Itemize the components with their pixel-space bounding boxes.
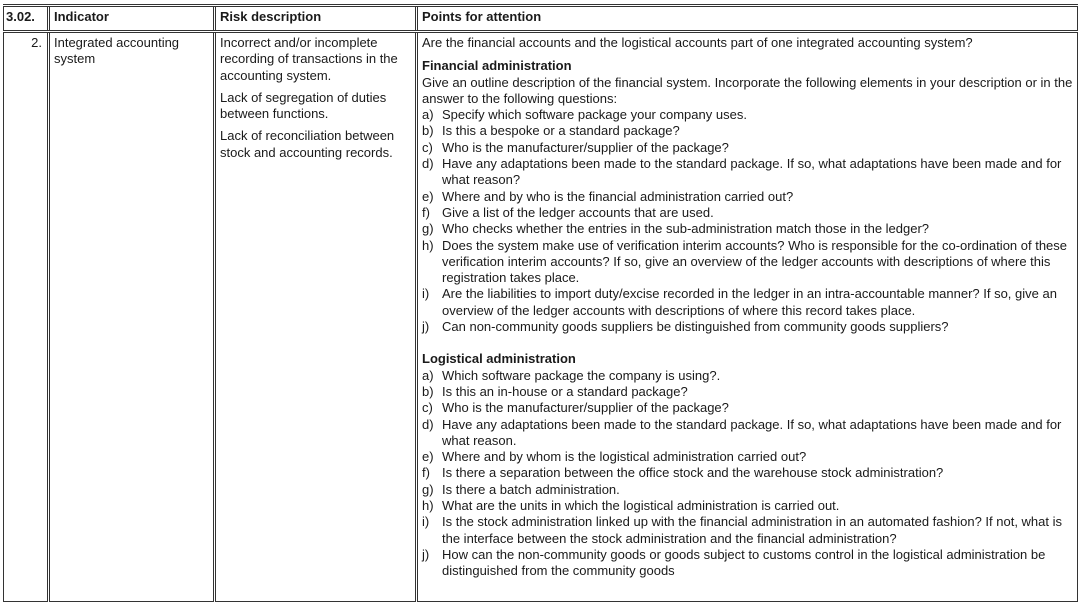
list-text: Who is the manufacturer/supplier of the package?	[442, 400, 729, 416]
list-item	[422, 107, 1073, 123]
list-letter: f)	[422, 204, 430, 220]
list-letter: f)	[422, 465, 430, 481]
list-letter: d)	[422, 156, 434, 172]
list-letter: g)	[422, 221, 434, 237]
header-risk-description: Risk description	[215, 6, 417, 32]
risk-item: Incorrect and/or incomplete recording of transactions in the accounting system.	[220, 35, 398, 83]
section-spacer	[422, 335, 1073, 351]
list-item	[422, 400, 1073, 416]
list-item	[422, 417, 1073, 450]
list-text: How can the non-community goods or goods subject to customs control in the logistical administration be distinguished from the community goods	[442, 546, 1046, 579]
list-text: Where and by who is the financial administration carried out?	[442, 188, 794, 204]
list-item	[422, 449, 1073, 465]
list-item	[422, 238, 1073, 287]
list-item	[422, 286, 1073, 319]
financial-question-list	[422, 107, 1073, 335]
list-text: Who is the manufacturer/supplier of the package?	[442, 139, 729, 155]
financial-section-intro: Give an outline description of the financial system. Incorporate the following elements in your description or in the answer to the following questions:	[422, 74, 1073, 106]
list-letter: i)	[422, 286, 430, 302]
list-letter: b)	[422, 123, 434, 139]
header-indicator: Indicator	[49, 6, 215, 32]
list-item	[422, 221, 1073, 237]
list-text: Who checks whether the entries in the sub-administration match those in the ledger?	[442, 221, 930, 237]
list-text: Is there a separation between the office stock and the warehouse stock administration?	[442, 465, 944, 481]
list-text: Is this a bespoke or a standard package?	[442, 123, 680, 139]
row-risk-description	[215, 32, 417, 602]
list-letter: c)	[422, 139, 433, 155]
points-intro: Are the financial accounts and the logistical accounts part of one integrated accounting system?	[422, 35, 973, 50]
risk-item: Lack of segregation of duties between functions.	[220, 89, 387, 122]
logistical-question-list	[422, 368, 1073, 580]
list-item	[422, 465, 1073, 481]
list-item	[422, 205, 1073, 221]
list-text: Are the liabilities to import duty/excise recorded in the ledger in an intra-accountable manner? If so, give an overview of the ledger accounts with descriptions of where this record takes place.	[442, 286, 1057, 318]
risk-table	[3, 4, 1078, 602]
list-letter: g)	[422, 481, 434, 497]
row-indicator: Integrated accounting system	[49, 32, 215, 602]
list-text: Which software package the company is using?.	[442, 367, 721, 383]
list-text: Is the stock administration linked up with the financial administration in an automated fashion? If not, what is the interface between the stock administration and the financial administration?	[442, 514, 1063, 546]
list-text: Give a list of the ledger accounts that are used.	[442, 204, 714, 220]
list-letter: e)	[422, 449, 434, 465]
header-section-number: 3.02.	[4, 6, 49, 32]
list-item	[422, 189, 1073, 205]
list-item	[422, 498, 1073, 514]
header-points-for-attention: Points for attention	[417, 6, 1078, 32]
list-text: Have any adaptations been made to the standard package. If so, what adaptations have been made and for what reason?	[442, 156, 1062, 188]
list-text: Is there a batch administration.	[442, 481, 620, 497]
table-header-row	[4, 6, 1078, 32]
list-item	[422, 123, 1073, 139]
list-letter: h)	[422, 498, 434, 514]
list-item	[422, 156, 1073, 189]
list-text: What are the units in which the logistical administration is carried out.	[442, 498, 840, 514]
list-text: Does the system make use of verification interim accounts? Who is responsible for the co-ordination of these verification interim accounts? If so, give an overview of the ledger accounts with descriptions of where this registration takes place.	[442, 237, 1068, 286]
list-letter: b)	[422, 383, 434, 399]
list-letter: a)	[422, 107, 434, 123]
list-letter: c)	[422, 400, 433, 416]
list-letter: j)	[422, 319, 430, 335]
list-text: Have any adaptations been made to the standard package. If so, what adaptations have been made and for what reason.	[442, 416, 1062, 448]
list-item	[422, 482, 1073, 498]
list-item	[422, 319, 1073, 335]
list-item	[422, 514, 1073, 547]
list-letter: h)	[422, 237, 434, 253]
logistical-section-title: Logistical administration	[422, 351, 576, 367]
risk-item: Lack of reconciliation between stock and accounting records.	[220, 128, 395, 160]
list-text: Can non-community goods suppliers be distinguished from community goods suppliers?	[442, 319, 949, 335]
list-text: Specify which software package your company uses.	[442, 107, 747, 123]
document-page	[3, 4, 1078, 602]
table-row	[4, 32, 1078, 602]
financial-section-title: Financial administration	[422, 58, 572, 74]
list-text: Is this an in-house or a standard package?	[442, 383, 688, 399]
row-points-for-attention	[417, 32, 1078, 602]
list-item	[422, 368, 1073, 384]
list-letter: e)	[422, 188, 434, 204]
row-number: 2.	[4, 32, 49, 602]
list-item	[422, 384, 1073, 400]
list-letter: a)	[422, 367, 434, 383]
list-item	[422, 547, 1073, 580]
list-letter: i)	[422, 514, 430, 530]
list-letter: j)	[422, 546, 430, 562]
list-letter: d)	[422, 416, 434, 432]
list-item	[422, 140, 1073, 156]
list-text: Where and by whom is the logistical administration carried out?	[442, 449, 807, 465]
